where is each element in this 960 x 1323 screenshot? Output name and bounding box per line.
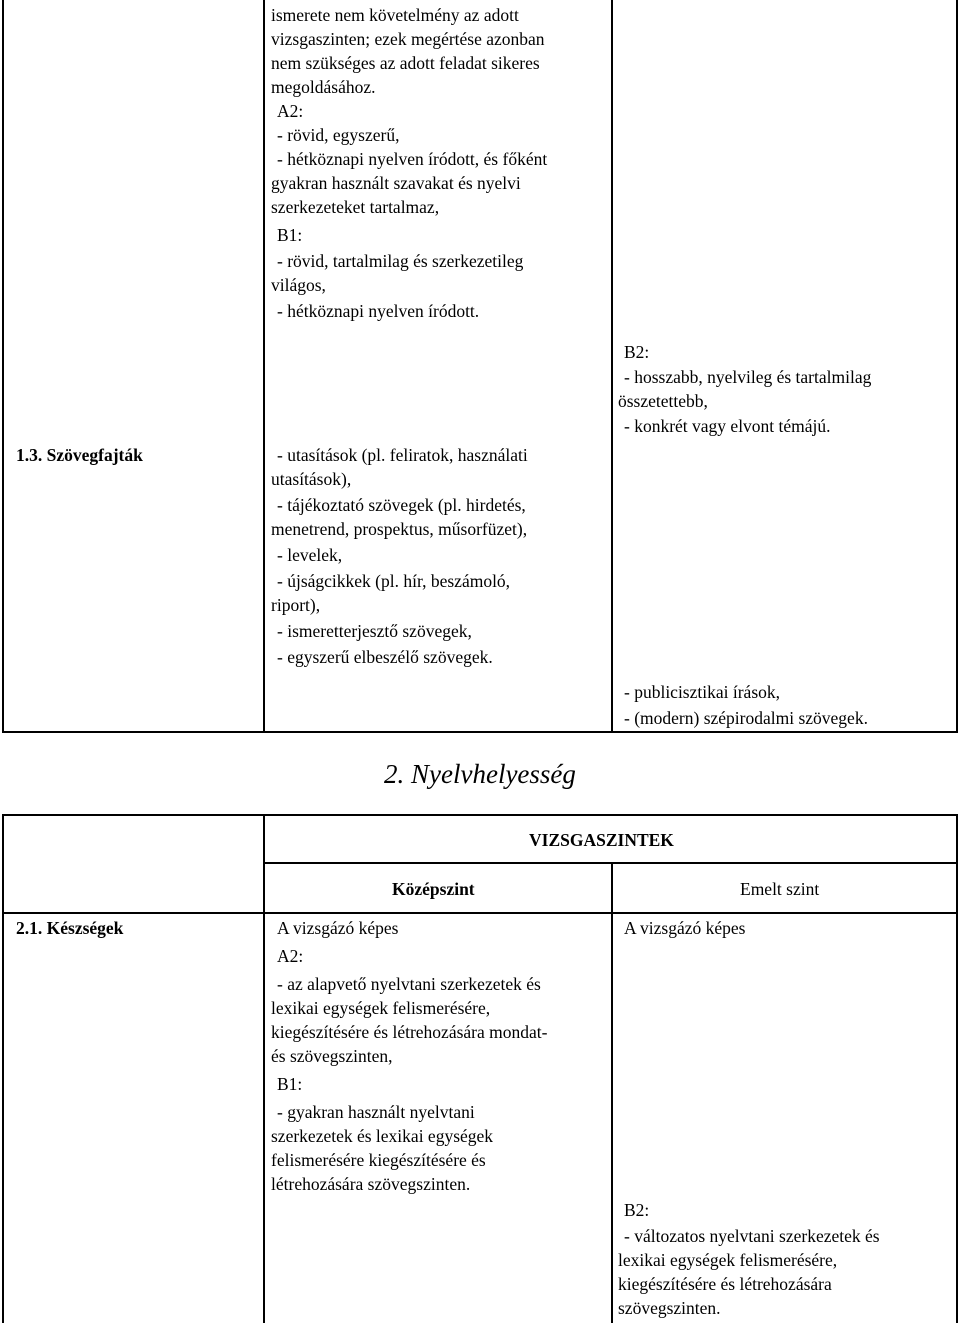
list-item: - újságcikkek (pl. hír, beszámoló, bbox=[277, 571, 511, 591]
row-label-szovegfajtak: 1.3. Szövegfajták bbox=[16, 445, 143, 465]
table2-col-divider-1 bbox=[263, 814, 265, 1323]
list-item: - publicisztikai írások, bbox=[624, 682, 781, 702]
level-label-b2: B2: bbox=[624, 342, 650, 362]
table1-right-border bbox=[956, 0, 958, 733]
text-line: világos, bbox=[271, 275, 326, 295]
text-line: - hétköznapi nyelven íródott, és főként bbox=[277, 149, 548, 169]
column-header-kozepszint: Középszint bbox=[392, 879, 475, 899]
table1-col-divider-1 bbox=[263, 0, 265, 733]
text-line: - hosszabb, nyelvileg és tartalmilag bbox=[624, 367, 872, 387]
text-line: szövegszinten. bbox=[618, 1298, 721, 1318]
table1-mid-list bbox=[271, 443, 607, 669]
level-label-b2: B2: bbox=[624, 1200, 650, 1220]
table2-right-b2 bbox=[618, 1198, 953, 1320]
table2-left-border bbox=[2, 814, 4, 1323]
table2-top-border bbox=[2, 814, 958, 816]
text-line: - gyakran használt nyelvtani bbox=[277, 1102, 475, 1122]
text-line: lexikai egységek felismerésére, bbox=[271, 998, 491, 1018]
list-item: - (modern) szépirodalmi szövegek. bbox=[624, 708, 868, 728]
text-line: felismerésére kiegészítésére és bbox=[271, 1150, 486, 1170]
list-item: - utasítások (pl. feliratok, használati bbox=[277, 445, 528, 465]
table2-right-border bbox=[956, 814, 958, 1323]
table1-col-divider-2 bbox=[611, 0, 613, 733]
text-line: A vizsgázó képes bbox=[277, 918, 399, 938]
level-label-a2: A2: bbox=[277, 101, 304, 121]
text-line: szerkezeteket tartalmaz, bbox=[271, 197, 440, 217]
text-line: és szövegszinten, bbox=[271, 1046, 393, 1066]
table1-mid-top-text bbox=[271, 3, 607, 323]
table1-bottom-border bbox=[2, 731, 958, 733]
table1-left-border bbox=[2, 0, 4, 733]
text-line: összetettebb, bbox=[618, 391, 708, 411]
section-title: 2. Nyelvhelyesség bbox=[384, 759, 576, 789]
list-item: - egyszerű elbeszélő szövegek. bbox=[277, 647, 493, 667]
text-line: - rövid, egyszerű, bbox=[277, 125, 400, 145]
table2-col-divider-2 bbox=[611, 863, 613, 1323]
text-line: szerkezetek és lexikai egységek bbox=[271, 1126, 494, 1146]
row-label-keszsegek: 2.1. Készségek bbox=[16, 918, 124, 938]
list-item: utasítások), bbox=[271, 469, 352, 489]
text-line: - változatos nyelvtani szerkezetek és bbox=[624, 1226, 880, 1246]
header-vizsgaszintek: VIZSGASZINTEK bbox=[529, 830, 674, 850]
level-label-b1: B1: bbox=[277, 1074, 303, 1094]
text-line: - rövid, tartalmilag és szerkezetileg bbox=[277, 251, 524, 271]
table1-right-list bbox=[618, 680, 953, 730]
table2-colheader-divider bbox=[2, 912, 958, 914]
text-line: - konkrét vagy elvont témájú. bbox=[624, 416, 831, 436]
list-item: - ismeretterjesztő szövegek, bbox=[277, 621, 472, 641]
table2-mid-text bbox=[271, 916, 607, 1196]
text-line: kiegészítésére és létrehozására bbox=[618, 1274, 832, 1294]
text-line: vizsgaszinten; ezek megértése azonban bbox=[271, 29, 545, 49]
text-line: nem szükséges az adott feladat sikeres bbox=[271, 53, 540, 73]
text-line: gyakran használt szavakat és nyelvi bbox=[271, 173, 521, 193]
level-label-a2: A2: bbox=[277, 946, 304, 966]
text-line: megoldásához. bbox=[271, 77, 376, 97]
text-line: - az alapvető nyelvtani szerkezetek és bbox=[277, 974, 541, 994]
text-line: létrehozására szövegszinten. bbox=[271, 1174, 471, 1194]
level-label-b1: B1: bbox=[277, 225, 303, 245]
list-item: riport), bbox=[271, 595, 321, 615]
text-line: lexikai egységek felismerésére, bbox=[618, 1250, 838, 1270]
text-line: - hétköznapi nyelven íródott. bbox=[277, 301, 480, 321]
text-line: ismerete nem követelmény az adott bbox=[271, 5, 519, 25]
list-item: - tájékoztató szövegek (pl. hirdetés, bbox=[277, 495, 526, 515]
list-item: - levelek, bbox=[277, 545, 343, 565]
text-line: kiegészítésére és létrehozására mondat- bbox=[271, 1022, 548, 1042]
table2-right-intro: A vizsgázó képes bbox=[624, 918, 746, 938]
table1-right-top-text bbox=[618, 340, 953, 438]
column-header-emelt-szint: Emelt szint bbox=[740, 879, 820, 899]
list-item: menetrend, prospektus, műsorfüzet), bbox=[271, 519, 528, 539]
